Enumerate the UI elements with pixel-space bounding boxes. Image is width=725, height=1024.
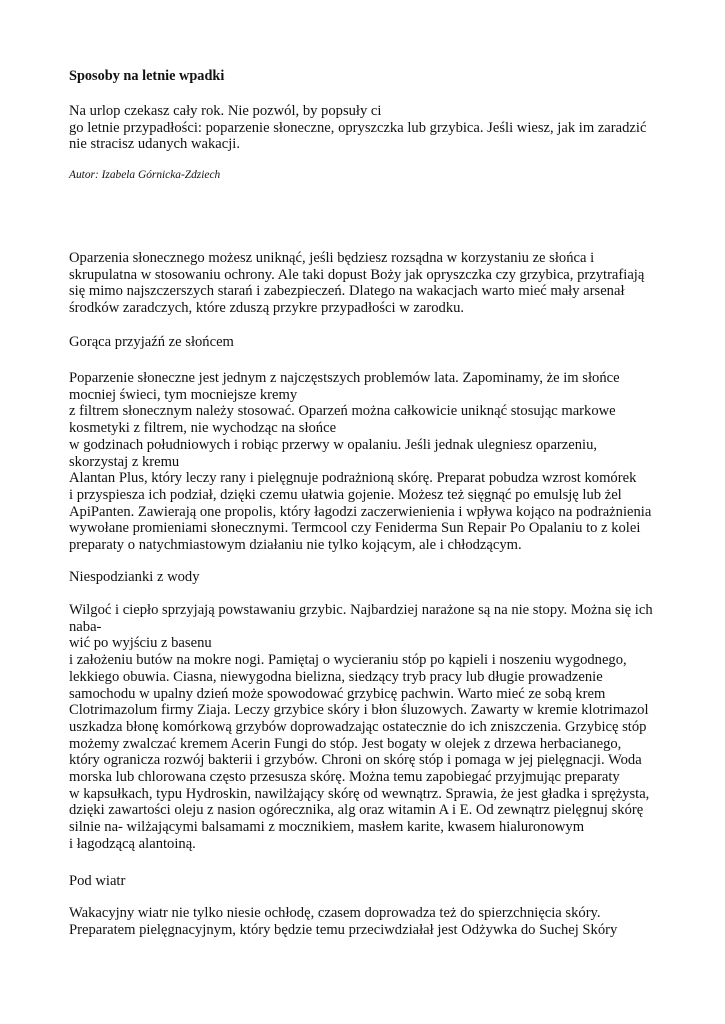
article-title: Sposoby na letnie wpadki (69, 68, 225, 84)
water-paragraph (69, 602, 653, 853)
text-line: lekkiego obuwia. Ciasna, niewygodna bielizna, siedzący tryb pracy lub długie prowadzenie (69, 668, 603, 685)
sun-paragraph (69, 370, 651, 554)
text-line: i łagodzącą alantoiną. (69, 835, 196, 852)
text-line: z filtrem słonecznym należy stosować. Oparzeń można całkowicie uniknąć stosując markowe (69, 403, 616, 420)
text-line: morska lub chlorowana często przesusza skórę. Można temu zapobiegać przyjmując preparaty (69, 769, 620, 786)
text-line: i założeniu butów na mokre nogi. Pamiętaj o wycieraniu stóp po kąpieli i noszeniu wygodnego, (69, 652, 627, 669)
intro-paragraph (69, 103, 646, 153)
text-line: Preparatem pielęgnacyjnym, który będzie temu przeciwdziałał jest Odżywka do Suchej Skóry (69, 921, 618, 938)
text-line: preparaty o natychmiastowym działaniu nie tylko kojącym, ale i chłodzącym. (69, 537, 522, 554)
text-line: Clotrimazolum firmy Ziaja. Leczy grzybice skóry i błon śluzowych. Zawarty w kremie klotrimazol (69, 702, 649, 719)
opening-paragraph (69, 250, 644, 317)
text-line: silnie na- wilżającymi balsamami z mocznikiem, masłem karite, kwasem hialuronowym (69, 819, 585, 836)
text-line: samochodu w upalny dzień może spowodować grzybicę pachwin. Warto mieć ze sobą krem (69, 685, 606, 702)
text-line: ApiPanten. Zawierają one propolis, który łagodzi zaczerwienienia i wpływa kojąco na podrażnienia (69, 503, 652, 520)
text-line: Oparzenia słonecznego możesz uniknąć, jeśli będziesz rozsądna w korzystaniu ze słońca i (69, 250, 595, 266)
author-line: Autor: Izabela Górnicka-Zdziech (69, 169, 221, 181)
text-line: dzięki zawartości oleju z nasion ogórecznika, alg oraz witamin A i E. Od zewnątrz pielęgnuj skórę (69, 802, 644, 819)
text-line: uszkadza błonę komórkową grzybów doprowadzając ostatecznie do ich zniszczenia. Grzybicę stóp (69, 718, 647, 735)
text-line: Wilgoć i ciepło sprzyjają powstawaniu grzybic. Najbardziej narażone są na nie stopy. Można się ich (69, 602, 653, 618)
text-line: który ogranicza rozwój bakterii i grzybów. Chroni on skórę stóp i pomaga w jej pielęgnacji. Woda (69, 752, 642, 769)
section-heading-wind: Pod wiatr (69, 873, 126, 889)
text-line: się mimo najszczerszych starań i zabezpieczeń. Dlatego na wakacjach warto mieć mały arsenał (69, 283, 625, 300)
text-line: nie stracisz udanych wakacji. (69, 136, 240, 153)
text-line: Poparzenie słoneczne jest jednym z najczęstszych problemów lata. Zapominamy, że im słońce (69, 370, 620, 386)
text-line: Wakacyjny wiatr nie tylko niesie ochłodę, czasem doprowadza też do spierzchnięcia skóry. (69, 905, 601, 921)
section-heading-water: Niespodzianki z wody (69, 569, 200, 585)
text-line: skorzystaj z kremu (69, 453, 180, 470)
text-line: Na urlop czekasz cały rok. Nie pozwól, by popsuły ci (69, 103, 382, 119)
text-line: skrupulatna w stosowaniu ochrony. Ale taki dopust Boży jak opryszczka czy grzybica, przytrafiają (69, 266, 645, 283)
text-line: wywołane promieniami słonecznymi. Termcool czy Feniderma Sun Repair Po Opalaniu to z kolei (69, 520, 641, 537)
text-line: możemy zwalczać kremem Acerin Fungi do stóp. Jest bogaty w olejek z drzewa herbacianego, (69, 735, 622, 752)
text-line: w kapsułkach, typu Hydroskin, nawilżający skórę od wewnątrz. Sprawia, że jest gładka i sprężysta, (69, 785, 650, 802)
text-line: Alantan Plus, który leczy rany i pielęgnuje podrażnioną skórę. Preparat pobudza wzrost komórek (69, 470, 637, 487)
text-line: naba- (69, 618, 102, 635)
text-line: wić po wyjściu z basenu (69, 635, 212, 652)
text-line: środków zaradczych, które zduszą przykre przypadłości w zarodku. (69, 300, 465, 317)
section-heading-sun: Gorąca przyjaźń ze słońcem (69, 334, 234, 350)
text-line: w godzinach południowych i robiąc przerwy w opalaniu. Jeśli jednak ulegniesz oparzeniu, (69, 436, 598, 453)
text-line: i przyspiesza ich podział, dzięki czemu ułatwia gojenie. Możesz też sięgnąć po emulsję lub żel (69, 486, 622, 503)
wind-paragraph (69, 905, 617, 938)
text-line: go letnie przypadłości: poparzenie słoneczne, opryszczka lub grzybica. Jeśli wiesz, jak im zaradzić (69, 119, 647, 136)
text-line: kosmetyki z filtrem, nie wychodząc na słońce (69, 420, 337, 437)
text-line: mocniej świeci, tym mocniejsze kremy (69, 386, 298, 403)
